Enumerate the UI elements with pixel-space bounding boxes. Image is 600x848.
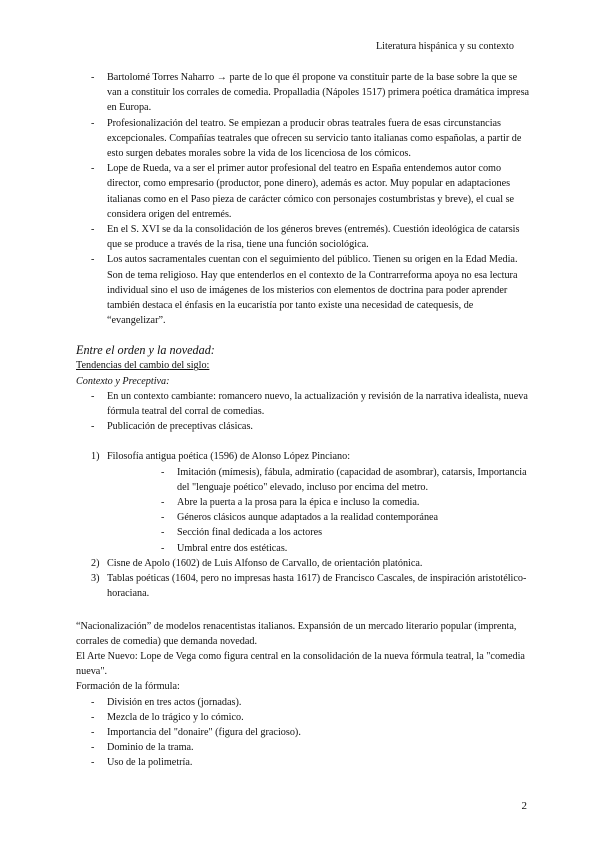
item-number: 3) [91,573,100,585]
numbered-item [76,571,532,601]
document-body [76,70,532,771]
list-item: - En el S. XVI se da la consolidación de los géneros breves (entremés). Cuestión ideológica de catarsis que se produce a través de la risa, tiene una función sociológica. [76,222,532,252]
page-number: 2 [521,799,527,812]
section-title: Entre el orden y la novedad: [76,343,215,358]
list-item: - Lope de Rueda, va a ser el primer autor profesional del teatro en España entendemos autor como director, como empresario (productor, pone dinero), además es actor. Muy popular en adaptaciones italianas como en el Paso pieza de carácter cómico con personajes costumbristas y breve), el cual se considera origen del entremés. [76,161,532,222]
subsection-title: Tendencias del cambio del siglo: [76,360,210,372]
context-bullet-list [76,389,532,435]
numbered-item [76,449,532,555]
paragraph: Formación de la fórmula: [76,681,180,693]
list-item: - En un contexto cambiante: romancero nuevo, la actualización y revisión de la narrativa idealista, nueva fórmula teatral del corral de comedias. [76,389,532,419]
list-item: - Géneros clásicos aunque adaptados a la realidad contemporánea [107,510,532,525]
paragraph: El Arte Nuevo: Lope de Vega como figura central en la consolidación de la nueva fórmula teatral, la "comedia nueva". [76,650,525,678]
list-item: - División en tres actos (jornadas). [76,695,532,710]
numbered-item [76,556,532,571]
item-number: 2) [91,557,100,569]
intro-bullet-list [76,70,532,328]
list-item: - Bartolomé Torres Naharro → parte de lo que él propone va constituir parte de la base sobre la que se van a constituir los corrales de comedia. Propalladia (Nápoles 1517) primera poética dramática impresa en Europa. [76,70,532,116]
list-item: - Dominio de la trama. [76,740,532,755]
numbered-list [76,449,532,601]
list-item: - Los autos sacramentales cuentan con el seguimiento del público. Tienen su origen en la Edad Media. Son de tema religioso. Hay que entenderlos en el contexto de la Contrarreforma apoya no esa lectura individual sino el uso de imágenes de los misterios con elementos de doctrina para poder aprender también destaca el énfasis en la eucaristía por tanto existe una necesidad de catequesis, de “evangelizar”. [76,252,532,328]
item-text: Tablas poéticas (1604, pero no impresas hasta 1617) de Francisco Cascales, de inspiración aristotélico-horaciana. [107,573,527,600]
context-label: Contexto y Preceptiva: [76,375,170,387]
list-item: - Sección final dedicada a los actores [107,525,532,540]
list-item: - Publicación de preceptivas clásicas. [76,419,532,434]
list-item: - Abre la puerta a la prosa para la épica e incluso la comedia. [107,495,532,510]
list-item: - Imitación (mímesis), fábula, admiratio (capacidad de asombrar), catarsis, Importancia del "lenguaje poético" elevado, incluso por encima del metro. [107,465,532,495]
list-item: - Uso de la polimetría. [76,755,532,770]
list-item: - Profesionalización del teatro. Se empiezan a producir obras teatrales fuera de esas circunstancias excepcionales. Compañías teatrales que ofrecen su servicio tanto italianas como españolas, a partir de esto surgen debates morales sobre la vida de los licenciosa de los cómicos. [76,116,532,162]
page-header: Literatura hispánica y su contexto [375,41,514,52]
formula-bullet-list [76,695,532,771]
list-item: - Mezcla de lo trágico y lo cómico. [76,710,532,725]
item-number: 1) [91,451,100,463]
list-item: - Importancia del "donaire" (figura del gracioso). [76,725,532,740]
item-text: Cisne de Apolo (1602) de Luis Alfonso de Carvallo, de orientación platónica. [107,557,423,569]
sub-bullet-list [107,465,532,556]
list-item: - Umbral entre dos estéticas. [107,541,532,556]
item-text: Filosofía antigua poética (1596) de Alonso López Pinciano: [107,451,351,463]
paragraph: “Nacionalización” de modelos renacentistas italianos. Expansión de un mercado literario popular (imprenta, corrales de comedia) que demanda novedad. [76,620,517,647]
